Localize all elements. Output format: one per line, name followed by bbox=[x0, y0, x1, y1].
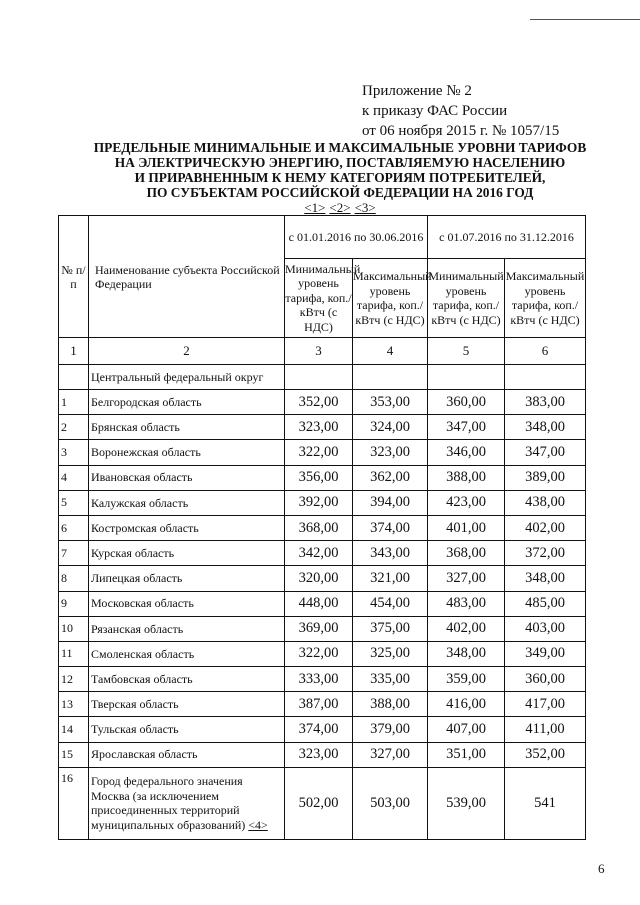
row-max-period-2: 417,00 bbox=[505, 692, 586, 717]
row-name: Калужская область bbox=[89, 490, 285, 515]
row-min-period-1: 322,00 bbox=[285, 440, 353, 465]
header-max-period-2: Максимальный уровень тарифа, коп./кВтч (с НДС) bbox=[505, 259, 586, 338]
row-max-period-1: 335,00 bbox=[353, 667, 428, 692]
row-name: Воронежская область bbox=[89, 440, 285, 465]
table-row bbox=[59, 616, 586, 641]
row-min-period-1: 352,00 bbox=[285, 390, 353, 415]
row-max-period-1: 353,00 bbox=[353, 390, 428, 415]
row-max-period-2: 372,00 bbox=[505, 541, 586, 566]
row-max-period-2: 347,00 bbox=[505, 440, 586, 465]
row-name: Брянская область bbox=[89, 415, 285, 440]
row-max-period-2: 348,00 bbox=[505, 415, 586, 440]
column-number: 6 bbox=[505, 338, 586, 365]
header-period-1: с 01.01.2016 по 30.06.2016 bbox=[285, 216, 428, 259]
row-num: 10 bbox=[59, 616, 89, 641]
row-min-period-2: 402,00 bbox=[428, 616, 505, 641]
column-number: 4 bbox=[353, 338, 428, 365]
row-max-period-2: 411,00 bbox=[505, 717, 586, 742]
row-max-period-1: 362,00 bbox=[353, 465, 428, 490]
row-name: Ярославская область bbox=[89, 742, 285, 767]
row-min-period-1: 320,00 bbox=[285, 566, 353, 591]
table-row bbox=[59, 641, 586, 666]
row-min-period-1: 448,00 bbox=[285, 591, 353, 616]
row-max-period-2: 389,00 bbox=[505, 465, 586, 490]
row-num: 14 bbox=[59, 717, 89, 742]
row-min-period-1: 342,00 bbox=[285, 541, 353, 566]
table-row-moscow bbox=[59, 767, 586, 839]
row-max-period-1: 388,00 bbox=[353, 692, 428, 717]
footnote-ref-2[interactable]: <2> bbox=[329, 200, 351, 215]
table-row bbox=[59, 490, 586, 515]
row-min-period-2: 327,00 bbox=[428, 566, 505, 591]
title-line-4: ПО СУБЪЕКТАМ РОССИЙСКОЙ ФЕДЕРАЦИИ НА 2016 ГОД bbox=[146, 185, 534, 200]
row-name: Смоленская область bbox=[89, 641, 285, 666]
row-name bbox=[89, 767, 285, 839]
header-period-2: с 01.07.2016 по 31.12.2016 bbox=[428, 216, 586, 259]
header-name: Наименование субъекта Российской Федерации bbox=[89, 216, 285, 338]
row-num: 3 bbox=[59, 440, 89, 465]
row-min-period-1: 322,00 bbox=[285, 641, 353, 666]
row-name: Тульская область bbox=[89, 717, 285, 742]
row-min-period-2: 483,00 bbox=[428, 591, 505, 616]
header-max-period-1: Максимальный уровень тарифа, коп./кВтч (с НДС) bbox=[353, 259, 428, 338]
row-max-period-1: 375,00 bbox=[353, 616, 428, 641]
row-num: 2 bbox=[59, 415, 89, 440]
row-max-period-2: 352,00 bbox=[505, 742, 586, 767]
top-rule bbox=[530, 19, 640, 20]
title-line-1: ПРЕДЕЛЬНЫЕ МИНИМАЛЬНЫЕ И МАКСИМАЛЬНЫЕ УРОВНИ ТАРИФОВ bbox=[93, 140, 587, 155]
table-row bbox=[59, 742, 586, 767]
row-max-period-2: 360,00 bbox=[505, 667, 586, 692]
row-num: 4 bbox=[59, 465, 89, 490]
row-min-period-1: 323,00 bbox=[285, 415, 353, 440]
row-min-period-1: 392,00 bbox=[285, 490, 353, 515]
title-footnote-refs bbox=[60, 200, 620, 215]
row-min-period-1: 368,00 bbox=[285, 515, 353, 540]
column-number: 1 bbox=[59, 338, 89, 365]
appendix-block bbox=[362, 81, 559, 141]
table-row bbox=[59, 566, 586, 591]
row-min-period-1: 323,00 bbox=[285, 742, 353, 767]
footnote-ref-4[interactable]: <4> bbox=[248, 817, 268, 832]
table-row bbox=[59, 390, 586, 415]
row-min-period-2: 360,00 bbox=[428, 390, 505, 415]
appendix-line-2: к приказу ФАС России bbox=[362, 103, 508, 119]
tariff-table bbox=[58, 215, 586, 840]
row-max-period-1: 503,00 bbox=[353, 767, 428, 839]
row-max-period-2: 438,00 bbox=[505, 490, 586, 515]
table-row bbox=[59, 717, 586, 742]
row-num: 1 bbox=[59, 390, 89, 415]
row-name: Московская область bbox=[89, 591, 285, 616]
document-title bbox=[60, 140, 620, 215]
header-min-period-2: Минимальный уровень тарифа, коп./кВтч (с НДС) bbox=[428, 259, 505, 338]
row-num: 16 bbox=[59, 767, 89, 839]
row-min-period-1: 369,00 bbox=[285, 616, 353, 641]
district-name: Центральный федеральный округ bbox=[89, 365, 285, 390]
row-num: 5 bbox=[59, 490, 89, 515]
row-min-period-2: 359,00 bbox=[428, 667, 505, 692]
row-num: 15 bbox=[59, 742, 89, 767]
row-min-period-1: 356,00 bbox=[285, 465, 353, 490]
row-name: Тверская область bbox=[89, 692, 285, 717]
column-number: 3 bbox=[285, 338, 353, 365]
row-max-period-1: 379,00 bbox=[353, 717, 428, 742]
header-num: № п/п bbox=[59, 216, 89, 338]
footnote-ref-1[interactable]: <1> bbox=[304, 200, 326, 215]
row-name: Курская область bbox=[89, 541, 285, 566]
row-name: Рязанская область bbox=[89, 616, 285, 641]
page-number: 6 bbox=[598, 861, 605, 876]
row-max-period-1: 394,00 bbox=[353, 490, 428, 515]
row-min-period-2: 346,00 bbox=[428, 440, 505, 465]
row-num: 7 bbox=[59, 541, 89, 566]
row-min-period-1: 387,00 bbox=[285, 692, 353, 717]
row-name: Белгородская область bbox=[89, 390, 285, 415]
row-min-period-2: 351,00 bbox=[428, 742, 505, 767]
row-max-period-1: 343,00 bbox=[353, 541, 428, 566]
table-row bbox=[59, 667, 586, 692]
row-name: Тамбовская область bbox=[89, 667, 285, 692]
column-number: 5 bbox=[428, 338, 505, 365]
row-max-period-2: 541 bbox=[505, 767, 586, 839]
row-name: Липецкая область bbox=[89, 566, 285, 591]
table-row bbox=[59, 440, 586, 465]
row-min-period-2: 416,00 bbox=[428, 692, 505, 717]
table-row bbox=[59, 541, 586, 566]
column-number: 2 bbox=[89, 338, 285, 365]
row-min-period-1: 333,00 bbox=[285, 667, 353, 692]
row-max-period-1: 324,00 bbox=[353, 415, 428, 440]
row-name: Костромская область bbox=[89, 515, 285, 540]
row-min-period-2: 368,00 bbox=[428, 541, 505, 566]
table-row bbox=[59, 591, 586, 616]
row-min-period-2: 539,00 bbox=[428, 767, 505, 839]
row-num: 11 bbox=[59, 641, 89, 666]
row-num: 8 bbox=[59, 566, 89, 591]
table-row bbox=[59, 515, 586, 540]
appendix-line-3: от 06 ноября 2015 г. № 1057/15 bbox=[362, 123, 560, 139]
table-row bbox=[59, 692, 586, 717]
row-num: 9 bbox=[59, 591, 89, 616]
footnote-ref-3[interactable]: <3> bbox=[354, 200, 376, 215]
title-line-2: НА ЭЛЕКТРИЧЕСКУЮ ЭНЕРГИЮ, ПОСТАВЛЯЕМУЮ НАСЕЛЕНИЮ bbox=[114, 155, 566, 170]
row-min-period-1: 502,00 bbox=[285, 767, 353, 839]
row-max-period-1: 325,00 bbox=[353, 641, 428, 666]
row-max-period-2: 485,00 bbox=[505, 591, 586, 616]
row-num: 13 bbox=[59, 692, 89, 717]
table-header-row bbox=[59, 216, 586, 259]
row-min-period-2: 423,00 bbox=[428, 490, 505, 515]
row-num: 6 bbox=[59, 515, 89, 540]
appendix-line-1: Приложение № 2 bbox=[362, 83, 472, 99]
row-max-period-1: 454,00 bbox=[353, 591, 428, 616]
row-min-period-1: 374,00 bbox=[285, 717, 353, 742]
row-num: 12 bbox=[59, 667, 89, 692]
row-min-period-2: 347,00 bbox=[428, 415, 505, 440]
row-max-period-2: 383,00 bbox=[505, 390, 586, 415]
header-min-period-1: Минимальный уровень тарифа, коп./кВтч (с НДС) bbox=[285, 259, 353, 338]
row-max-period-2: 402,00 bbox=[505, 515, 586, 540]
district-row bbox=[59, 365, 586, 390]
row-min-period-2: 348,00 bbox=[428, 641, 505, 666]
data-rows bbox=[59, 390, 586, 768]
row-max-period-2: 348,00 bbox=[505, 566, 586, 591]
row-name: Ивановская область bbox=[89, 465, 285, 490]
row-max-period-1: 327,00 bbox=[353, 742, 428, 767]
table-row bbox=[59, 465, 586, 490]
moscow-name: Город федерального значения Москва (за исключением присоединенных территорий муниципальных образований) bbox=[91, 774, 246, 832]
row-max-period-1: 374,00 bbox=[353, 515, 428, 540]
column-number-row bbox=[59, 338, 586, 365]
row-max-period-2: 403,00 bbox=[505, 616, 586, 641]
title-line-3: И ПРИРАВНЕННЫМ К НЕМУ КАТЕГОРИЯМ ПОТРЕБИТЕЛЕЙ, bbox=[134, 170, 546, 185]
row-max-period-2: 349,00 bbox=[505, 641, 586, 666]
row-min-period-2: 401,00 bbox=[428, 515, 505, 540]
table-row bbox=[59, 415, 586, 440]
row-max-period-1: 321,00 bbox=[353, 566, 428, 591]
row-min-period-2: 407,00 bbox=[428, 717, 505, 742]
row-min-period-2: 388,00 bbox=[428, 465, 505, 490]
row-max-period-1: 323,00 bbox=[353, 440, 428, 465]
